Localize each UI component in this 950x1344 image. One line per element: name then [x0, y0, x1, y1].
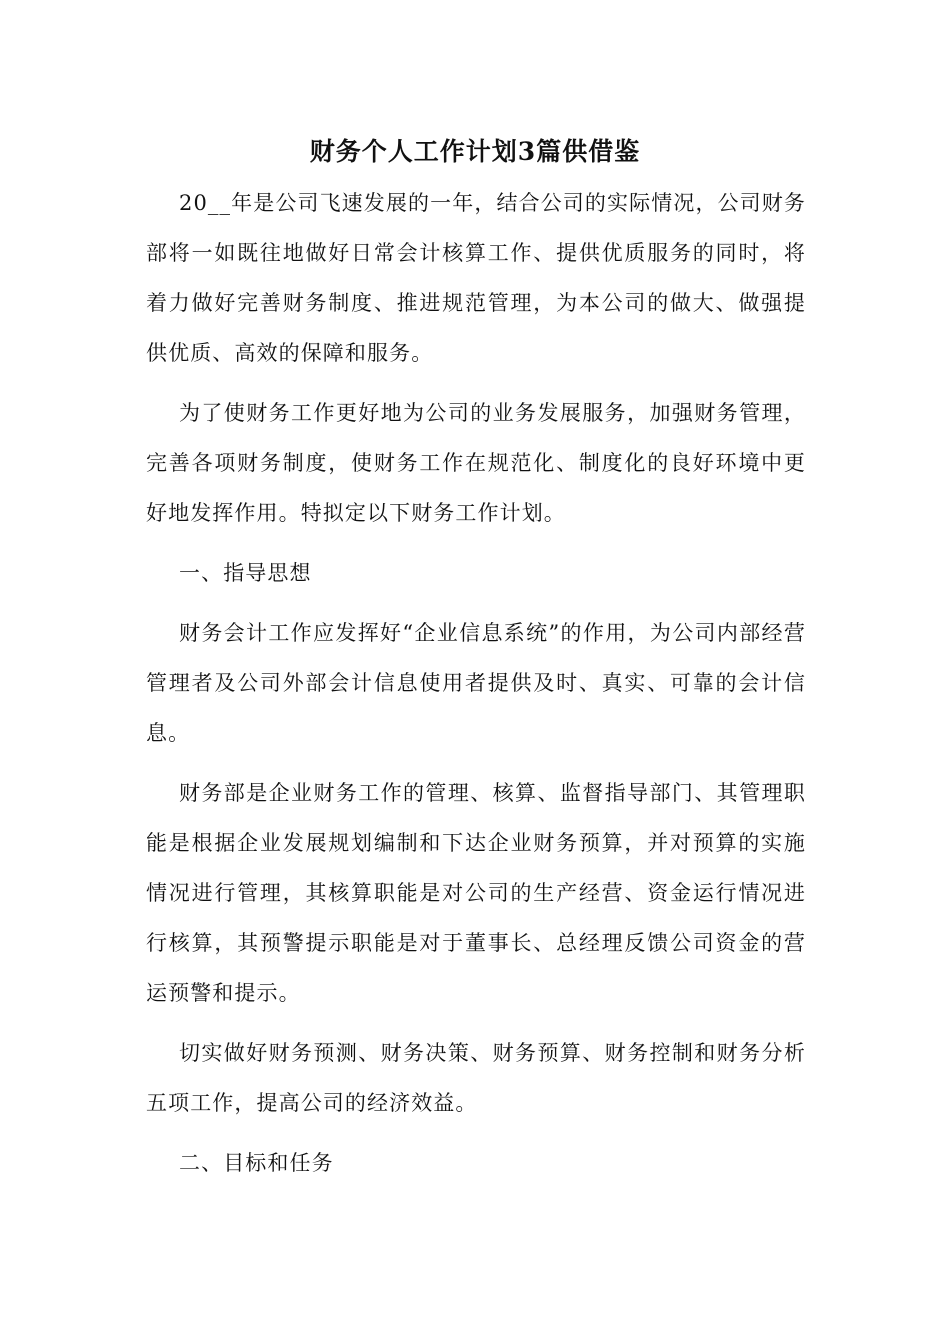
paragraph-purpose: 为了使财务工作更好地为公司的业务发展服务，加强财务管理，完善各项财务制度，使财务工作在规范化、制度化的良好环境中更好地发挥作用。特拟定以下财务工作计划。 — [146, 401, 806, 525]
document-title: 财务个人工作计划3篇供借鉴 — [309, 137, 641, 166]
paragraph-five-tasks: 切实做好财务预测、财务决策、财务预算、财务控制和财务分析五项工作，提高公司的经济效益。 — [146, 1041, 806, 1115]
section-heading-goals-tasks: 二、目标和任务 — [179, 1151, 334, 1175]
paragraph-intro: 20__年是公司飞速发展的一年，结合公司的实际情况，公司财务部将一如既往地做好日常会计核算工作、提供优质服务的同时，将着力做好完善财务制度、推进规范管理，为本公司的做大、做强提供优质、高效的保障和服务。 — [146, 191, 806, 365]
section-heading-guiding-principle: 一、指导思想 — [179, 561, 312, 585]
paragraph-info-system: 财务会计工作应发挥好“企业信息系统”的作用，为公司内部经营管理者及公司外部会计信息使用者提供及时、真实、可靠的会计信息。 — [146, 621, 806, 745]
paragraph-finance-department: 财务部是企业财务工作的管理、核算、监督指导部门、其管理职能是根据企业发展规划编制和下达企业财务预算，并对预算的实施情况进行管理，其核算职能是对公司的生产经营、资金运行情况进行核算，其预警提示职能是对于董事长、总经理反馈公司资金的营运预警和提示。 — [146, 781, 806, 1005]
document-body — [146, 178, 806, 1188]
